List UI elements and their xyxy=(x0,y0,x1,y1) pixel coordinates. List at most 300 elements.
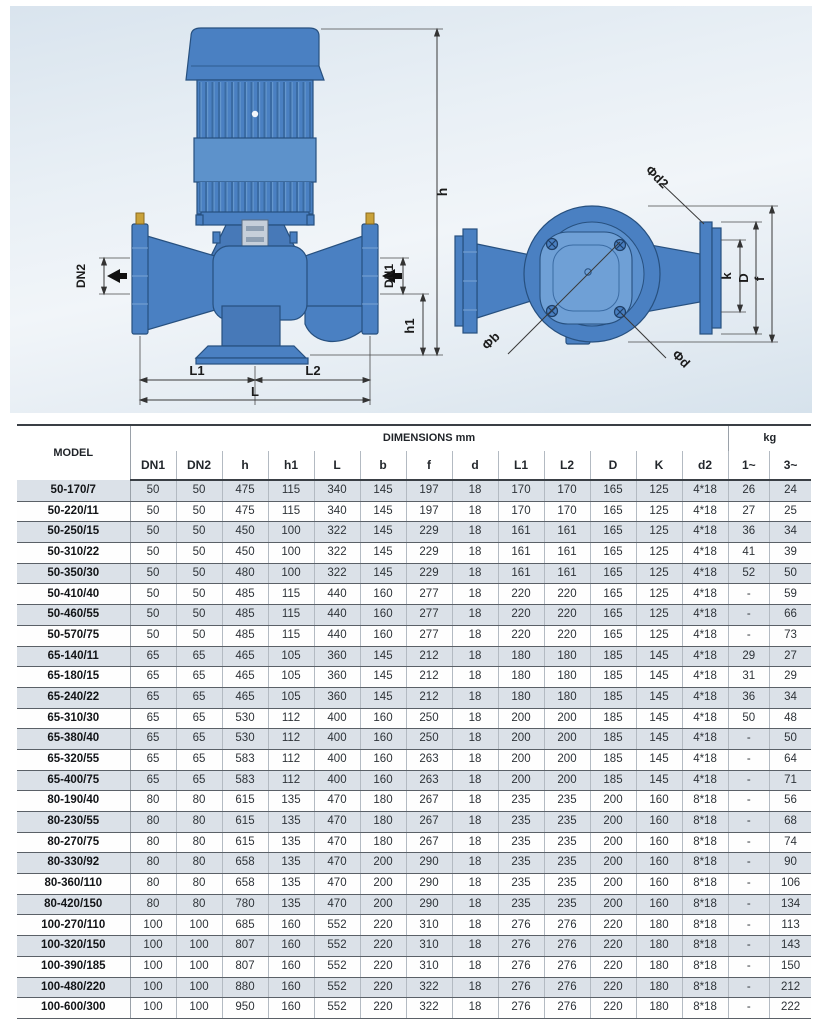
value-cell: 220 xyxy=(360,977,406,998)
value-cell: 80 xyxy=(130,791,176,812)
value-cell: 50 xyxy=(130,563,176,584)
value-cell: 115 xyxy=(268,625,314,646)
value-cell: 18 xyxy=(452,998,498,1019)
value-cell: - xyxy=(728,853,770,874)
value-cell: 160 xyxy=(636,853,682,874)
value-cell: 263 xyxy=(406,749,452,770)
value-cell: 100 xyxy=(176,977,222,998)
value-cell: 145 xyxy=(360,543,406,564)
value-cell: 50 xyxy=(130,625,176,646)
value-cell: 115 xyxy=(268,605,314,626)
column-header-row xyxy=(17,451,811,480)
value-cell: 160 xyxy=(360,729,406,750)
table-row xyxy=(17,956,811,977)
value-cell: 50 xyxy=(770,729,812,750)
dim-label-phi-b: Φb xyxy=(478,328,503,353)
table-row xyxy=(17,522,811,543)
model-cell: 100-320/150 xyxy=(17,936,130,957)
value-cell: 276 xyxy=(498,998,544,1019)
value-cell: 135 xyxy=(268,894,314,915)
value-cell: 125 xyxy=(636,543,682,564)
value-cell: 50 xyxy=(770,563,812,584)
value-cell: - xyxy=(728,729,770,750)
value-cell: 220 xyxy=(544,584,590,605)
dim-label-dn2: DN2 xyxy=(74,263,88,289)
value-cell: 36 xyxy=(728,522,770,543)
value-cell: 50 xyxy=(130,543,176,564)
value-cell: 480 xyxy=(222,563,268,584)
value-cell: 340 xyxy=(314,501,360,522)
value-cell: 200 xyxy=(498,749,544,770)
value-cell: 80 xyxy=(176,812,222,833)
value-cell: 400 xyxy=(314,708,360,729)
value-cell: 18 xyxy=(452,584,498,605)
value-cell: 135 xyxy=(268,874,314,895)
value-cell: 100 xyxy=(176,936,222,957)
value-cell: 18 xyxy=(452,605,498,626)
dim-label-h1: h1 xyxy=(402,318,417,334)
value-cell: 485 xyxy=(222,625,268,646)
value-cell: 18 xyxy=(452,894,498,915)
value-cell: 100 xyxy=(130,977,176,998)
value-cell: 200 xyxy=(360,894,406,915)
value-cell: 4*18 xyxy=(682,625,728,646)
value-cell: 807 xyxy=(222,936,268,957)
table-row xyxy=(17,646,811,667)
value-cell: 80 xyxy=(130,853,176,874)
value-cell: 165 xyxy=(590,522,636,543)
value-cell: 125 xyxy=(636,480,682,501)
value-cell: 185 xyxy=(590,667,636,688)
value-cell: 65 xyxy=(176,770,222,791)
value-cell: 125 xyxy=(636,605,682,626)
value-cell: 180 xyxy=(636,956,682,977)
value-cell: 4*18 xyxy=(682,563,728,584)
value-cell: 250 xyxy=(406,729,452,750)
value-cell: 267 xyxy=(406,832,452,853)
value-cell: 552 xyxy=(314,956,360,977)
value-cell: 50 xyxy=(130,605,176,626)
value-cell: 161 xyxy=(544,563,590,584)
value-cell: 18 xyxy=(452,522,498,543)
value-cell: 220 xyxy=(498,584,544,605)
value-cell: 552 xyxy=(314,998,360,1019)
value-cell: 160 xyxy=(636,874,682,895)
value-cell: 34 xyxy=(770,687,812,708)
value-cell: 100 xyxy=(130,956,176,977)
value-cell: 34 xyxy=(770,522,812,543)
value-cell: 26 xyxy=(728,480,770,501)
value-cell: 160 xyxy=(268,915,314,936)
pump-casing xyxy=(147,236,363,364)
value-cell: 18 xyxy=(452,977,498,998)
value-cell: 160 xyxy=(268,998,314,1019)
value-cell: 8*18 xyxy=(682,936,728,957)
value-cell: 322 xyxy=(314,563,360,584)
value-cell: 220 xyxy=(544,625,590,646)
value-cell: 80 xyxy=(130,812,176,833)
value-cell: 470 xyxy=(314,894,360,915)
value-cell: 65 xyxy=(176,729,222,750)
value-cell: 235 xyxy=(498,812,544,833)
column-header-d: d xyxy=(452,451,498,480)
model-cell: 100-480/220 xyxy=(17,977,130,998)
value-cell: 235 xyxy=(544,853,590,874)
value-cell: 134 xyxy=(770,894,812,915)
value-cell: 50 xyxy=(176,480,222,501)
value-cell: 229 xyxy=(406,563,452,584)
value-cell: 145 xyxy=(360,687,406,708)
table-row xyxy=(17,584,811,605)
value-cell: 583 xyxy=(222,749,268,770)
value-cell: - xyxy=(728,977,770,998)
value-cell: 50 xyxy=(176,522,222,543)
value-cell: 4*18 xyxy=(682,543,728,564)
value-cell: 112 xyxy=(268,770,314,791)
value-cell: 200 xyxy=(544,729,590,750)
table-row xyxy=(17,998,811,1019)
value-cell: 4*18 xyxy=(682,729,728,750)
value-cell: 880 xyxy=(222,977,268,998)
value-cell: 290 xyxy=(406,853,452,874)
table-row xyxy=(17,812,811,833)
dimensions-group-header: DIMENSIONS mm xyxy=(130,425,728,451)
pump-side-view-drawing xyxy=(10,6,450,413)
value-cell: 68 xyxy=(770,812,812,833)
model-cell: 65-310/30 xyxy=(17,708,130,729)
model-cell: 65-140/11 xyxy=(17,646,130,667)
vent-plug-icon xyxy=(366,213,374,224)
value-cell: 145 xyxy=(360,522,406,543)
value-cell: 160 xyxy=(636,832,682,853)
value-cell: 180 xyxy=(636,936,682,957)
value-cell: 115 xyxy=(268,480,314,501)
value-cell: - xyxy=(728,749,770,770)
value-cell: 200 xyxy=(544,749,590,770)
value-cell: 143 xyxy=(770,936,812,957)
value-cell: 615 xyxy=(222,812,268,833)
value-cell: 74 xyxy=(770,832,812,853)
value-cell: 160 xyxy=(268,936,314,957)
value-cell: 200 xyxy=(360,874,406,895)
value-cell: 135 xyxy=(268,832,314,853)
column-header-l2: L2 xyxy=(544,451,590,480)
pump-top-view-drawing xyxy=(428,152,812,412)
dim-label-dn1: DN1 xyxy=(382,263,396,289)
value-cell: - xyxy=(728,584,770,605)
value-cell: 200 xyxy=(544,708,590,729)
value-cell: 200 xyxy=(590,853,636,874)
value-cell: 50 xyxy=(130,584,176,605)
model-cell: 80-190/40 xyxy=(17,791,130,812)
value-cell: 322 xyxy=(314,522,360,543)
column-header-h1: h1 xyxy=(268,451,314,480)
value-cell: 220 xyxy=(498,625,544,646)
value-cell: 160 xyxy=(360,708,406,729)
value-cell: 180 xyxy=(498,687,544,708)
value-cell: - xyxy=(728,894,770,915)
value-cell: 475 xyxy=(222,480,268,501)
value-cell: 276 xyxy=(498,936,544,957)
value-cell: - xyxy=(728,791,770,812)
value-cell: 235 xyxy=(544,874,590,895)
value-cell: 4*18 xyxy=(682,605,728,626)
value-cell: 65 xyxy=(130,749,176,770)
value-cell: 106 xyxy=(770,874,812,895)
value-cell: 185 xyxy=(590,687,636,708)
table-row xyxy=(17,791,811,812)
value-cell: 290 xyxy=(406,894,452,915)
value-cell: 235 xyxy=(544,832,590,853)
table-row xyxy=(17,832,811,853)
value-cell: 65 xyxy=(176,646,222,667)
value-cell: - xyxy=(728,998,770,1019)
dim-label-l1: L1 xyxy=(189,363,205,378)
value-cell: 197 xyxy=(406,480,452,501)
value-cell: 100 xyxy=(130,936,176,957)
value-cell: 80 xyxy=(176,832,222,853)
column-header-k: K xyxy=(636,451,682,480)
value-cell: 220 xyxy=(360,956,406,977)
motor-body xyxy=(186,28,324,225)
value-cell: 8*18 xyxy=(682,977,728,998)
value-cell: 100 xyxy=(176,915,222,936)
value-cell: 160 xyxy=(636,812,682,833)
value-cell: 310 xyxy=(406,936,452,957)
value-cell: 105 xyxy=(268,667,314,688)
value-cell: 125 xyxy=(636,501,682,522)
value-cell: 658 xyxy=(222,874,268,895)
model-cell: 65-180/15 xyxy=(17,667,130,688)
value-cell: 220 xyxy=(360,998,406,1019)
dim-phi-d2 xyxy=(643,162,704,224)
value-cell: 250 xyxy=(406,708,452,729)
value-cell: 18 xyxy=(452,915,498,936)
value-cell: 160 xyxy=(360,605,406,626)
value-cell: 4*18 xyxy=(682,501,728,522)
column-header-d: D xyxy=(590,451,636,480)
value-cell: 485 xyxy=(222,605,268,626)
value-cell: 112 xyxy=(268,729,314,750)
value-cell: 276 xyxy=(544,915,590,936)
column-header-h: h xyxy=(222,451,268,480)
value-cell: 180 xyxy=(498,646,544,667)
value-cell: 135 xyxy=(268,791,314,812)
value-cell: 615 xyxy=(222,791,268,812)
value-cell: 470 xyxy=(314,791,360,812)
value-cell: 615 xyxy=(222,832,268,853)
value-cell: 310 xyxy=(406,915,452,936)
model-cell: 50-570/75 xyxy=(17,625,130,646)
value-cell: 180 xyxy=(544,667,590,688)
value-cell: 125 xyxy=(636,584,682,605)
value-cell: 73 xyxy=(770,625,812,646)
table-row xyxy=(17,543,811,564)
value-cell: 235 xyxy=(498,853,544,874)
value-cell: 66 xyxy=(770,605,812,626)
value-cell: 235 xyxy=(498,791,544,812)
value-cell: 220 xyxy=(498,605,544,626)
value-cell: 25 xyxy=(770,501,812,522)
value-cell: 80 xyxy=(130,874,176,895)
value-cell: 100 xyxy=(268,543,314,564)
model-cell: 80-360/110 xyxy=(17,874,130,895)
dim-label-h: h xyxy=(434,187,450,197)
value-cell: 160 xyxy=(268,956,314,977)
value-cell: 658 xyxy=(222,853,268,874)
value-cell: 39 xyxy=(770,543,812,564)
value-cell: 165 xyxy=(590,563,636,584)
value-cell: 115 xyxy=(268,584,314,605)
value-cell: 160 xyxy=(360,749,406,770)
value-cell: 180 xyxy=(360,832,406,853)
value-cell: 100 xyxy=(130,998,176,1019)
value-cell: 322 xyxy=(406,977,452,998)
dim-label-d-flange: D xyxy=(736,273,751,283)
model-column-header: MODEL xyxy=(17,425,130,480)
value-cell: 71 xyxy=(770,770,812,791)
value-cell: 200 xyxy=(590,894,636,915)
value-cell: 440 xyxy=(314,625,360,646)
dim-label-l2: L2 xyxy=(305,363,321,378)
value-cell: 583 xyxy=(222,770,268,791)
value-cell: 165 xyxy=(590,501,636,522)
value-cell: 100 xyxy=(130,915,176,936)
column-header-d2: d2 xyxy=(682,451,728,480)
value-cell: 8*18 xyxy=(682,915,728,936)
value-cell: 18 xyxy=(452,687,498,708)
value-cell: 4*18 xyxy=(682,770,728,791)
value-cell: 105 xyxy=(268,646,314,667)
value-cell: 200 xyxy=(590,832,636,853)
value-cell: 185 xyxy=(590,770,636,791)
value-cell: 125 xyxy=(636,522,682,543)
value-cell: 65 xyxy=(130,667,176,688)
value-cell: 552 xyxy=(314,977,360,998)
value-cell: - xyxy=(728,812,770,833)
model-cell: 50-220/11 xyxy=(17,501,130,522)
value-cell: 530 xyxy=(222,708,268,729)
value-cell: - xyxy=(728,832,770,853)
value-cell: 220 xyxy=(544,605,590,626)
value-cell: 220 xyxy=(590,936,636,957)
value-cell: 4*18 xyxy=(682,667,728,688)
value-cell: 475 xyxy=(222,501,268,522)
value-cell: 50 xyxy=(176,543,222,564)
value-cell: - xyxy=(728,605,770,626)
value-cell: 322 xyxy=(406,998,452,1019)
value-cell: 263 xyxy=(406,770,452,791)
value-cell: - xyxy=(728,625,770,646)
value-cell: 440 xyxy=(314,584,360,605)
value-cell: 465 xyxy=(222,667,268,688)
value-cell: 135 xyxy=(268,853,314,874)
value-cell: 552 xyxy=(314,936,360,957)
value-cell: 18 xyxy=(452,729,498,750)
table-row xyxy=(17,936,811,957)
value-cell: 112 xyxy=(268,708,314,729)
value-cell: 160 xyxy=(360,625,406,646)
model-cell: 65-400/75 xyxy=(17,770,130,791)
value-cell: 220 xyxy=(360,915,406,936)
value-cell: 470 xyxy=(314,874,360,895)
value-cell: 322 xyxy=(314,543,360,564)
value-cell: 276 xyxy=(498,956,544,977)
value-cell: 50 xyxy=(176,501,222,522)
value-cell: 145 xyxy=(636,770,682,791)
value-cell: 220 xyxy=(590,956,636,977)
value-cell: 290 xyxy=(406,874,452,895)
dim-dn1 xyxy=(380,258,409,294)
value-cell: 220 xyxy=(590,998,636,1019)
value-cell: 41 xyxy=(728,543,770,564)
value-cell: 200 xyxy=(590,874,636,895)
table-row xyxy=(17,501,811,522)
value-cell: 180 xyxy=(544,646,590,667)
value-cell: 65 xyxy=(130,687,176,708)
value-cell: 185 xyxy=(590,729,636,750)
dim-label-k: k xyxy=(719,272,734,280)
value-cell: 65 xyxy=(130,646,176,667)
value-cell: 80 xyxy=(176,791,222,812)
value-cell: 36 xyxy=(728,687,770,708)
table-row xyxy=(17,853,811,874)
column-header-b: b xyxy=(360,451,406,480)
value-cell: 180 xyxy=(360,812,406,833)
value-cell: 200 xyxy=(544,770,590,791)
value-cell: 200 xyxy=(498,729,544,750)
value-cell: 310 xyxy=(406,956,452,977)
value-cell: 18 xyxy=(452,956,498,977)
value-cell: 276 xyxy=(544,956,590,977)
value-cell: 235 xyxy=(498,894,544,915)
value-cell: 150 xyxy=(770,956,812,977)
value-cell: 161 xyxy=(498,563,544,584)
value-cell: 276 xyxy=(544,936,590,957)
column-header-dn2: DN2 xyxy=(176,451,222,480)
model-cell: 50-250/15 xyxy=(17,522,130,543)
value-cell: 170 xyxy=(498,480,544,501)
value-cell: 180 xyxy=(360,791,406,812)
value-cell: 530 xyxy=(222,729,268,750)
value-cell: 276 xyxy=(544,998,590,1019)
value-cell: 115 xyxy=(268,501,314,522)
value-cell: 31 xyxy=(728,667,770,688)
value-cell: 4*18 xyxy=(682,708,728,729)
value-cell: 450 xyxy=(222,522,268,543)
group-header-row xyxy=(17,425,811,451)
value-cell: 276 xyxy=(544,977,590,998)
value-cell: 4*18 xyxy=(682,749,728,770)
value-cell: 400 xyxy=(314,770,360,791)
table-row xyxy=(17,708,811,729)
value-cell: 56 xyxy=(770,791,812,812)
value-cell: 685 xyxy=(222,915,268,936)
value-cell: 8*18 xyxy=(682,832,728,853)
value-cell: 18 xyxy=(452,874,498,895)
value-cell: 212 xyxy=(406,646,452,667)
value-cell: 340 xyxy=(314,480,360,501)
value-cell: 450 xyxy=(222,543,268,564)
value-cell: 8*18 xyxy=(682,956,728,977)
model-cell: 80-230/55 xyxy=(17,812,130,833)
value-cell: 145 xyxy=(636,729,682,750)
model-cell: 80-270/75 xyxy=(17,832,130,853)
value-cell: 64 xyxy=(770,749,812,770)
dim-label-f: f xyxy=(752,276,767,282)
table-row xyxy=(17,480,811,501)
dim-h1 xyxy=(380,294,429,355)
